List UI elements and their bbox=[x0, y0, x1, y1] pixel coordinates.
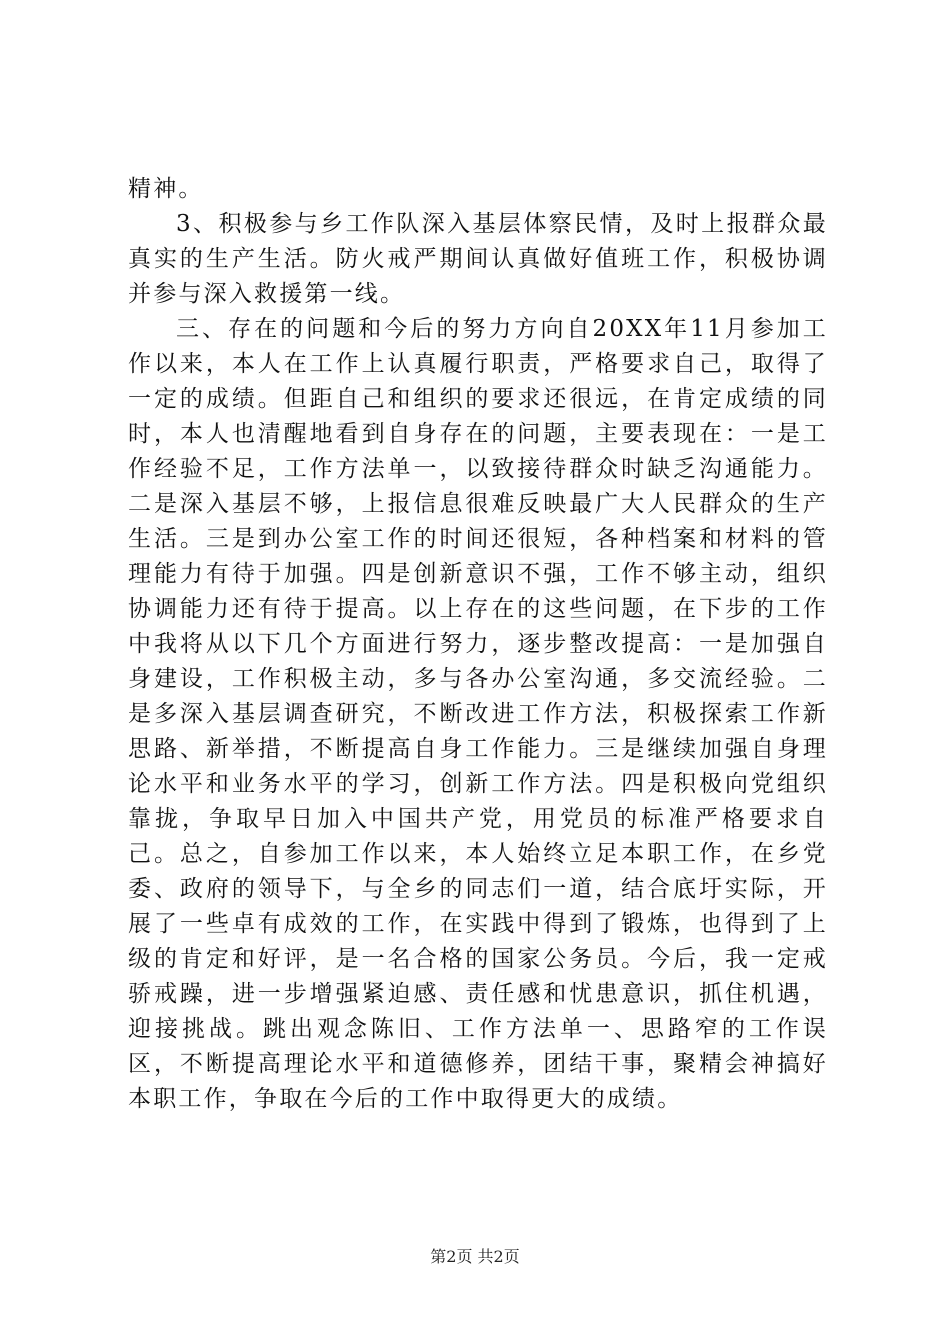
page-footer: 第2页 共2页 bbox=[430, 1247, 520, 1266]
document-body bbox=[128, 172, 828, 1117]
paragraph-item-3: 3、积极参与乡工作队深入基层体察民情，及时上报群众最真实的生产生活。防火戒严期间认真做好值班工作，积极协调并参与深入救援第一线。 bbox=[128, 211, 828, 307]
paragraph-continuation: 精神。 bbox=[128, 176, 204, 202]
paragraph-section-3: 三、存在的问题和今后的努力方向自20XX年11月参加工作以来，本人在工作上认真履行职责，严格要求自己，取得了一定的成绩。但距自己和组织的要求还很远，在肯定成绩的同时，本人也清醒地看到自身存在的问题，主要表现在：一是工作经验不足，工作方法单一，以致接待群众时缺乏沟通能力。二是深入基层不够，上报信息很难反映最广大人民群众的生产生活。三是到办公室工作的时间还很短，各种档案和材料的管理能力有待于加强。四是创新意识不强，工作不够主动，组织协调能力还有待于提高。以上存在的这些问题，在下步的工作中我将从以下几个方面进行努力，逐步整改提高：一是加强自身建设，工作积极主动，多与各办公室沟通，多交流经验。二是多深入基层调查研究，不断改进工作方法，积极探索工作新思路、新举措，不断提高自身工作能力。三是继续加强自身理论水平和业务水平的学习，创新工作方法。四是积极向党组织靠拢，争取早日加入中国共产党，用党员的标准严格要求自己。总之，自参加工作以来，本人始终立足本职工作，在乡党委、政府的领导下，与全乡的同志们一道，结合底圩实际，开展了一些卓有成效的工作，在实践中得到了锻炼，也得到了上级的肯定和好评，是一名合格的国家公务员。今后，我一定戒骄戒躁，进一步增强紧迫感、责任感和忧患意识，抓住机遇，迎接挑战。跳出观念陈旧、工作方法单一、思路窄的工作误区，不断提高理论水平和道德修养，团结干事，聚精会神搞好本职工作，争取在今后的工作中取得更大的成绩。 bbox=[128, 316, 828, 1112]
